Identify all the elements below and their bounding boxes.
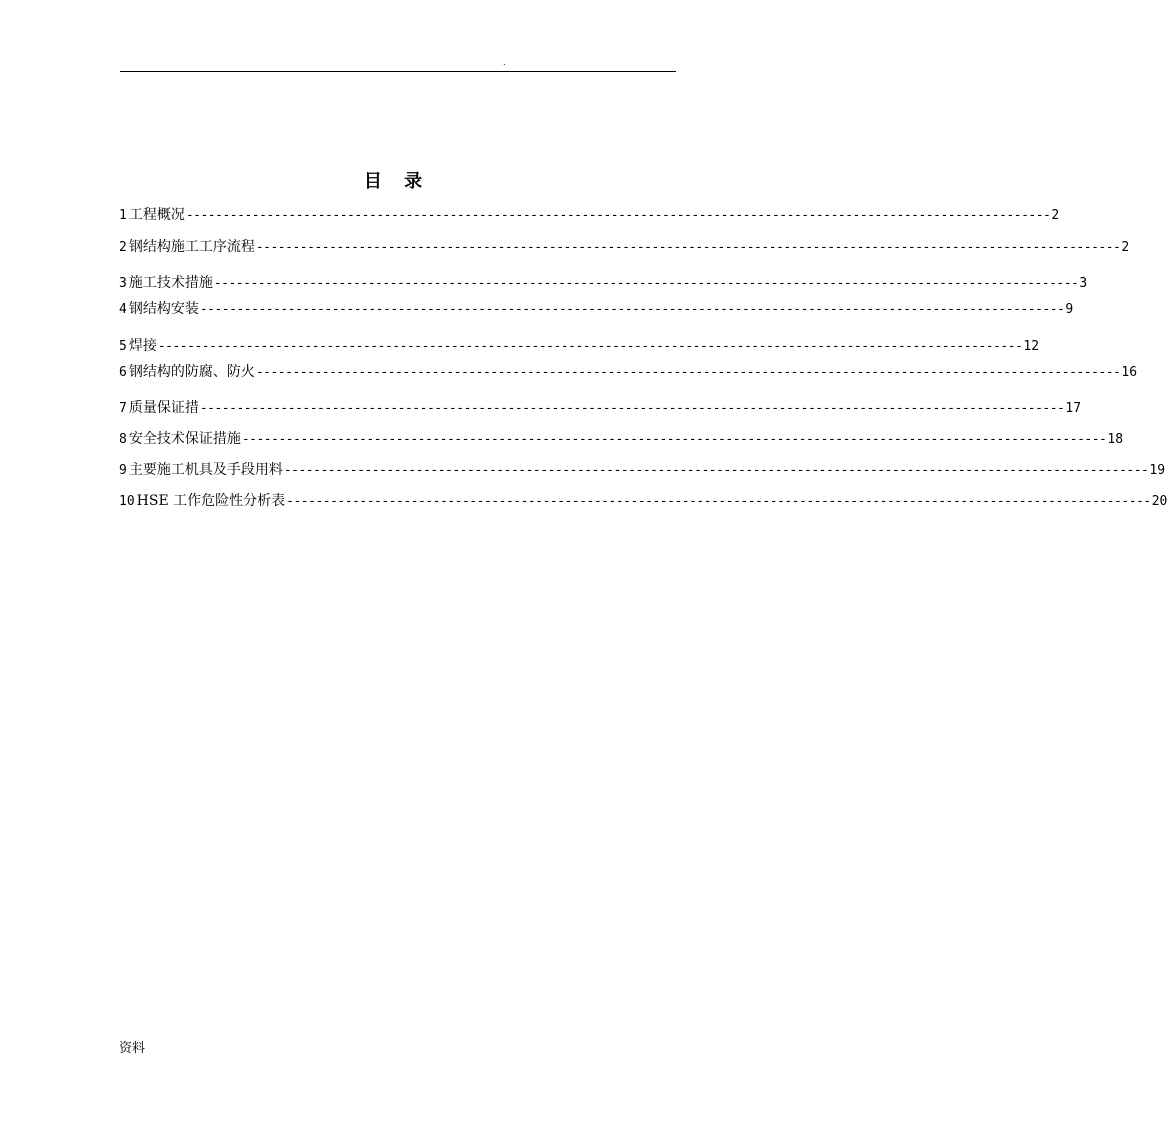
toc-entry-page: 9 xyxy=(1065,302,1074,317)
toc-entry-title: 主要施工机具及手段用料 xyxy=(128,462,283,478)
toc-entry[interactable] xyxy=(119,205,1060,225)
toc-entry-page: 2 xyxy=(1121,240,1130,255)
toc-entry[interactable] xyxy=(119,460,1166,480)
toc-entry-leader: ---------------------------------------------------------------------------------------------------------------------- xyxy=(199,302,1065,317)
toc-entry[interactable] xyxy=(119,491,1167,511)
header-mark: . xyxy=(503,58,506,67)
toc-entry[interactable] xyxy=(119,273,1088,293)
toc-entry-title: 施工技术措施 xyxy=(128,275,213,291)
footer-text: 资料 xyxy=(119,1041,146,1056)
toc-entry-title: HSE 工作危险性分析表 xyxy=(136,493,286,509)
toc-entry-page: 12 xyxy=(1023,339,1040,354)
toc-entry-number: 8 xyxy=(119,432,127,447)
toc-entry-leader: ---------------------------------------------------------------------------------------------------------------------- xyxy=(213,276,1079,291)
toc-entry-page: 3 xyxy=(1079,276,1088,291)
toc-entry-number: 6 xyxy=(119,365,127,380)
toc-entry-page: 17 xyxy=(1065,401,1082,416)
toc-entry-leader: ---------------------------------------------------------------------------------------------------------------------- xyxy=(241,432,1107,447)
toc-entry[interactable] xyxy=(119,429,1124,449)
toc-entry-number: 5 xyxy=(119,339,127,354)
toc-entry-number: 10 xyxy=(119,494,135,509)
toc-entry[interactable] xyxy=(119,299,1074,319)
header-rule xyxy=(120,71,676,72)
toc-entry-title: 钢结构的防腐、防火 xyxy=(128,364,255,380)
toc-entry-title: 钢结构安装 xyxy=(128,301,199,317)
toc-entry-number: 2 xyxy=(119,240,127,255)
toc-entry[interactable] xyxy=(119,336,1040,356)
toc-entry-leader: ---------------------------------------------------------------------------------------------------------------------- xyxy=(255,240,1121,255)
toc-entry-leader: ---------------------------------------------------------------------------------------------------------------------- xyxy=(185,208,1051,223)
toc-entry-title: 质量保证措 xyxy=(128,400,199,416)
toc-entry-title: 安全技术保证措施 xyxy=(128,431,241,447)
toc-entry-number: 3 xyxy=(119,276,127,291)
toc-entry-page: 2 xyxy=(1051,208,1060,223)
toc-entry-number: 7 xyxy=(119,401,127,416)
toc-entry[interactable] xyxy=(119,398,1082,418)
toc-entry-page: 18 xyxy=(1107,432,1124,447)
toc-entry-leader: ---------------------------------------------------------------------------------------------------------------------- xyxy=(286,494,1151,509)
toc-entry-leader: ---------------------------------------------------------------------------------------------------------------------- xyxy=(283,463,1149,478)
toc-entry-title: 焊接 xyxy=(128,338,157,354)
toc-entry-number: 4 xyxy=(119,302,127,317)
toc-entry-title: 工程概况 xyxy=(128,207,185,223)
toc-entry[interactable] xyxy=(119,237,1130,257)
toc-entry-page: 20 xyxy=(1151,494,1167,509)
toc-entry[interactable] xyxy=(119,362,1138,382)
toc-entry-leader: ---------------------------------------------------------------------------------------------------------------------- xyxy=(157,339,1023,354)
toc-entry-leader: ---------------------------------------------------------------------------------------------------------------------- xyxy=(255,365,1121,380)
toc-entry-title: 钢结构施工工序流程 xyxy=(128,239,255,255)
toc-title: 目 录 xyxy=(363,171,431,192)
toc-entry-page: 19 xyxy=(1149,463,1166,478)
toc-entry-leader: ---------------------------------------------------------------------------------------------------------------------- xyxy=(199,401,1065,416)
toc-entry-number: 1 xyxy=(119,208,127,223)
toc-entry-number: 9 xyxy=(119,463,127,478)
toc-entry-page: 16 xyxy=(1121,365,1138,380)
